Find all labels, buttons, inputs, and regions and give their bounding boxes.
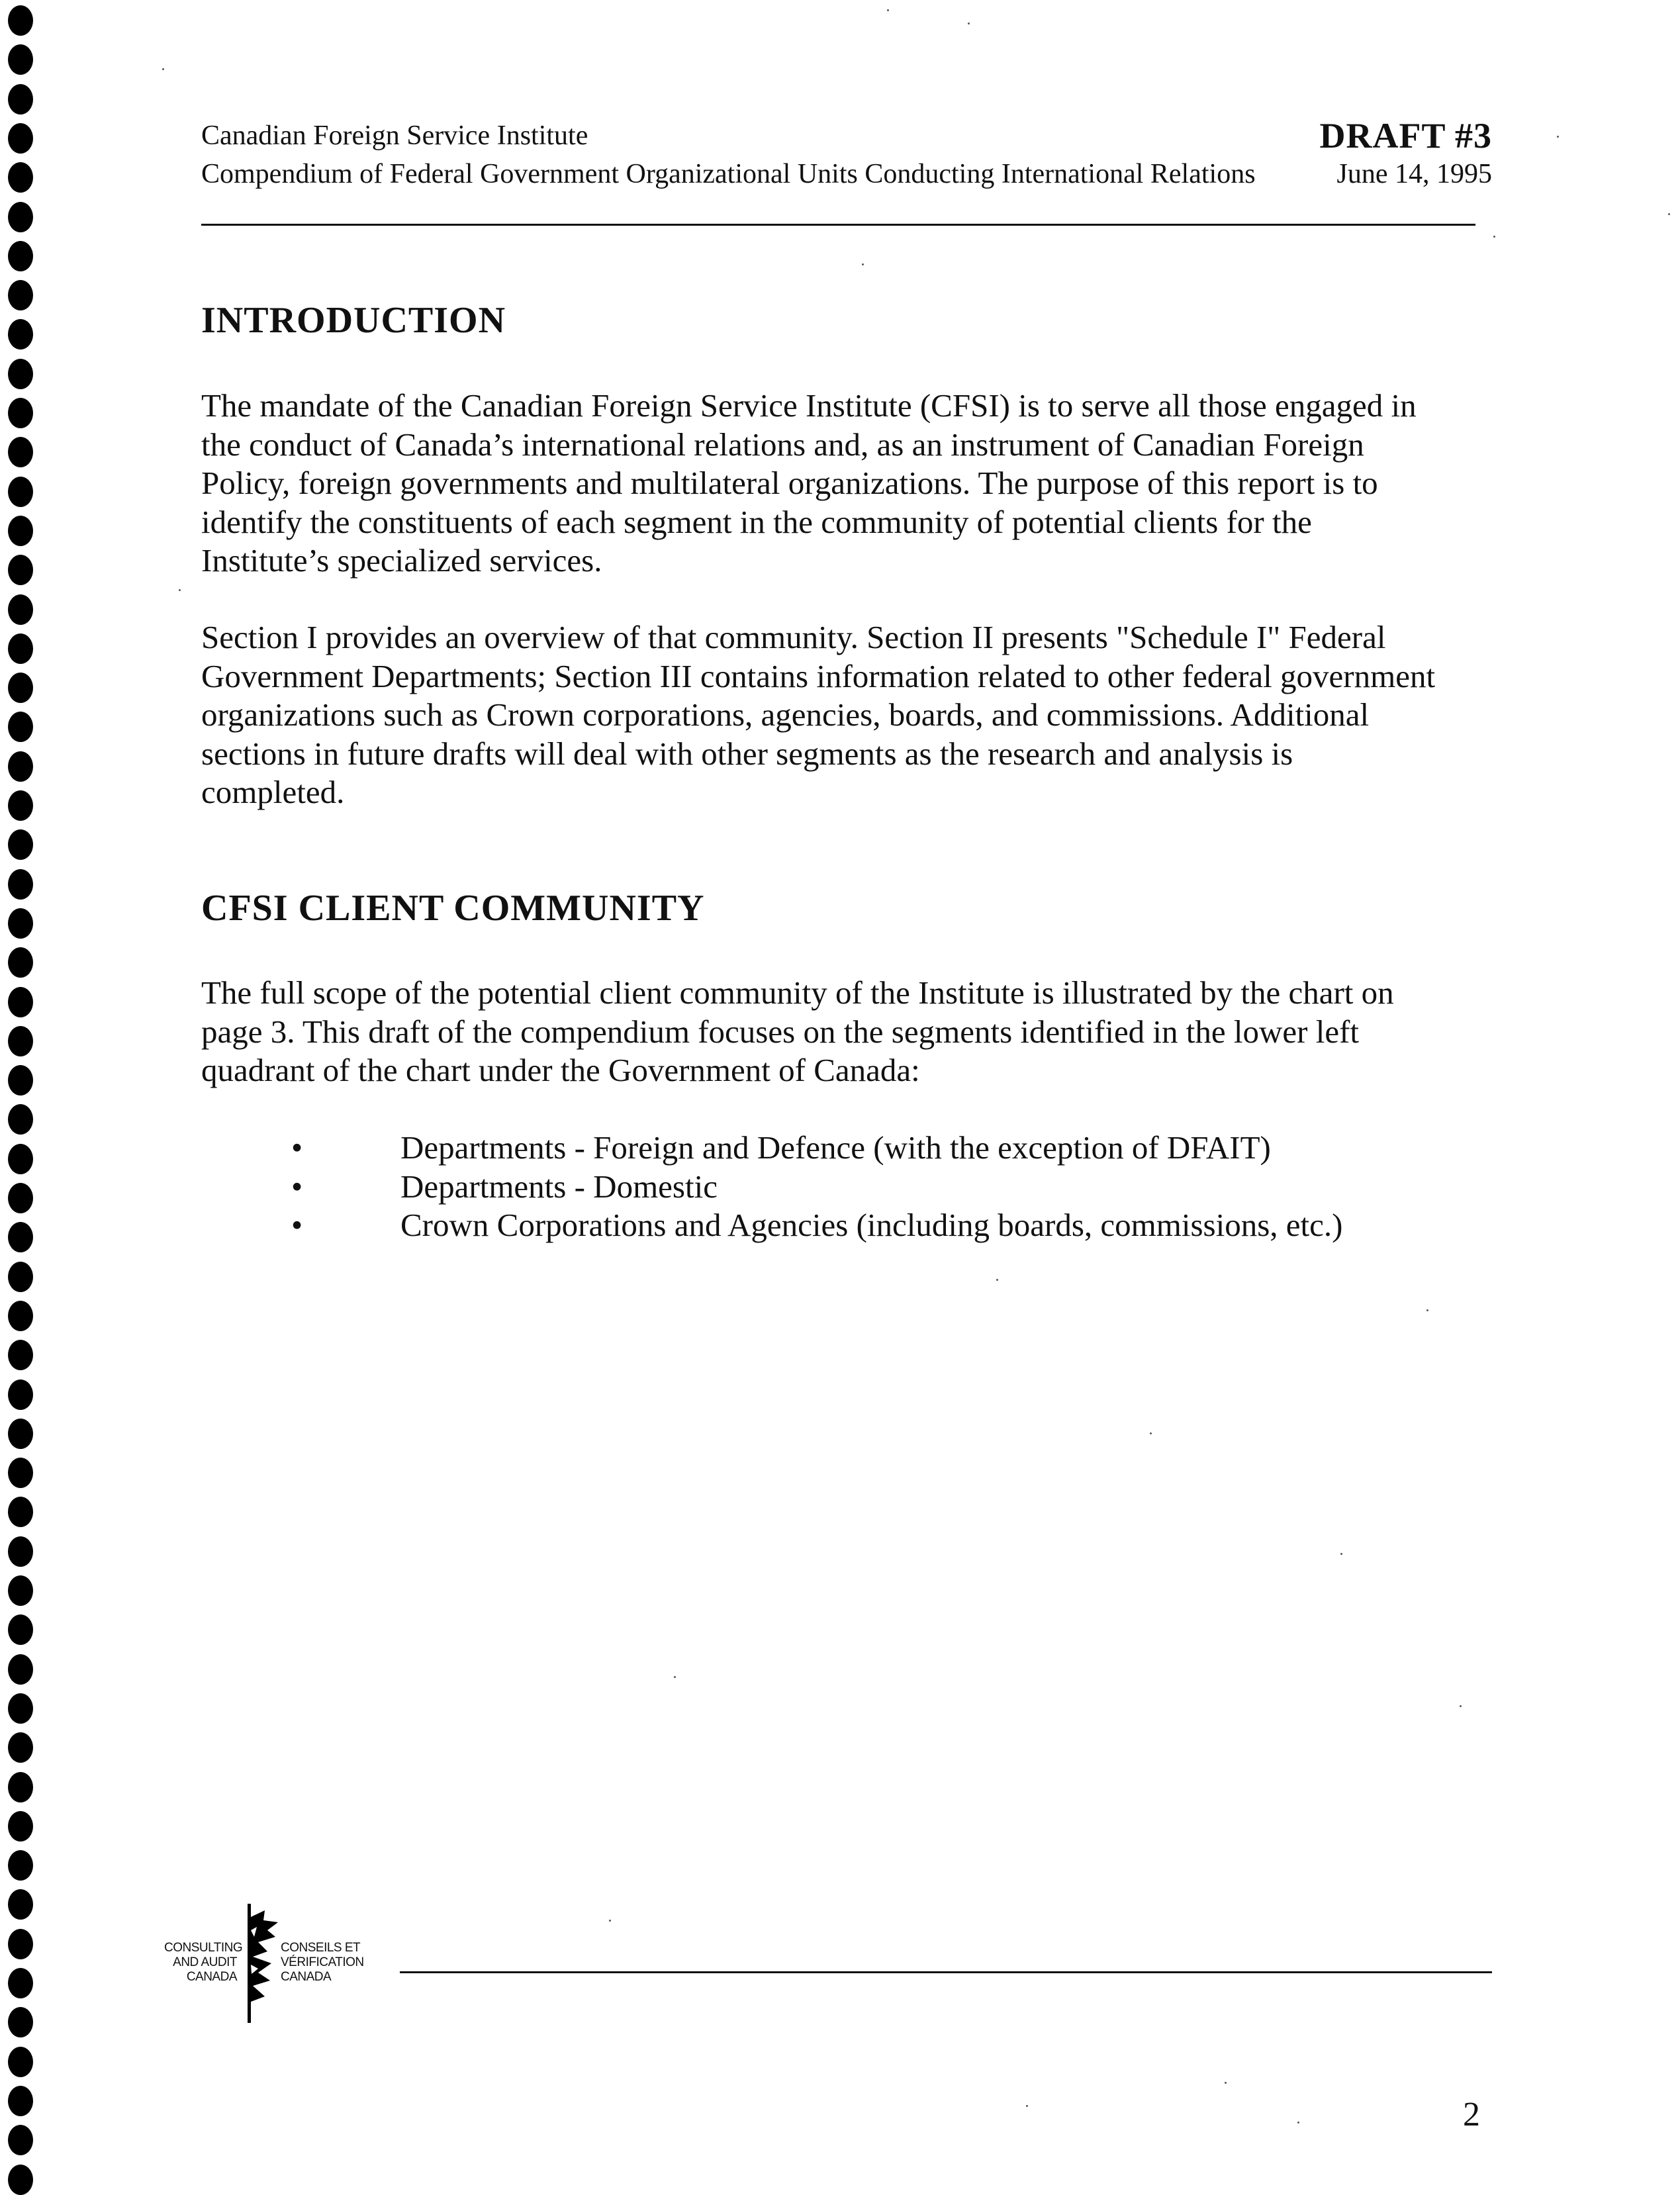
binding-hole (8, 241, 33, 271)
binding-hole (8, 1654, 33, 1685)
binding-hole (8, 751, 33, 782)
logo-french-text: CONSEILS ET VÉRIFICATION CANADA (281, 1941, 364, 1984)
binding-hole (8, 1850, 33, 1881)
binding-hole (8, 1379, 33, 1410)
text-line: page 3. This draft of the compendium focuses on the segments identified in the lower left (201, 1013, 1360, 1050)
logo-english-text: CONSULTING AND AUDIT CANADA (164, 1941, 243, 1984)
maple-leaf-icon (238, 1891, 285, 2023)
binding-hole (8, 633, 33, 664)
text-line: the conduct of Canada’s international relations and, as an instrument of Canadian Foreign (201, 426, 1364, 463)
binding-hole (8, 947, 33, 978)
binding-hole (8, 319, 33, 350)
binding-hole (8, 398, 33, 428)
scan-speck (1460, 1705, 1462, 1707)
binding-hole (8, 1575, 33, 1606)
binding-hole (8, 1262, 33, 1292)
binding-hole (8, 2007, 33, 2037)
binding-hole (8, 477, 33, 507)
text-line: identify the constituents of each segment in the community of potential clients for the (201, 503, 1312, 540)
binding-hole (8, 5, 33, 36)
binding-hole (8, 1536, 33, 1567)
scan-speck (1340, 1553, 1342, 1555)
binding-hole (8, 1693, 33, 1724)
scan-speck (862, 263, 864, 265)
footer-divider (400, 1971, 1492, 1973)
binding-hole (8, 1929, 33, 1959)
bullet-icon: • (291, 1129, 303, 1166)
binding-hole (8, 516, 33, 546)
binding-hole (8, 162, 33, 193)
list-item (291, 1206, 1417, 1245)
binding-hole (8, 44, 33, 75)
header-right (1319, 117, 1492, 193)
scan-speck (968, 23, 970, 24)
scan-speck (1297, 2122, 1299, 2124)
binding-hole (8, 555, 33, 585)
binding-hole (8, 123, 33, 154)
scan-speck (179, 589, 181, 591)
binding-hole (8, 712, 33, 742)
binding-hole (8, 1811, 33, 1842)
binding-hole (8, 359, 33, 389)
binding-hole (8, 1889, 33, 1920)
binding-hole (8, 2165, 33, 2195)
binding-hole (8, 2086, 33, 2116)
binding-hole (8, 1104, 33, 1135)
binding-hole (8, 869, 33, 900)
binding-hole (8, 829, 33, 860)
binding-hole (8, 437, 33, 467)
draft-date: June 14, 1995 (1336, 159, 1492, 189)
scan-speck (1426, 1309, 1428, 1311)
scan-speck (887, 9, 889, 11)
binding-hole (8, 594, 33, 625)
binding-hole (8, 84, 33, 115)
scan-speck (1668, 213, 1670, 215)
institute-name: Canadian Foreign Service Institute (201, 120, 588, 151)
page-number: 2 (1463, 2096, 1480, 2133)
text-line: sections in future drafts will deal with other segments as the research and analysis is (201, 735, 1293, 772)
scan-speck (996, 1279, 998, 1281)
binding-hole (8, 1458, 33, 1488)
list-item (291, 1129, 1417, 1168)
introduction-paragraph-1 (201, 387, 1499, 581)
binding-hole (8, 1026, 33, 1056)
scan-speck (1150, 1432, 1152, 1434)
binding-hole (8, 908, 33, 939)
list-item-text: Departments - Domestic (400, 1168, 718, 1205)
list-item-text: Crown Corporations and Agencies (including boards, commissions, etc.) (400, 1207, 1343, 1244)
binding-hole (8, 202, 33, 232)
scan-speck (1493, 236, 1495, 238)
scan-speck (1026, 2105, 1028, 2107)
binding-hole (8, 1144, 33, 1174)
binding-hole (8, 1419, 33, 1449)
draft-label: DRAFT #3 (1319, 116, 1492, 156)
header-left (201, 117, 1256, 193)
binding-hole (8, 1222, 33, 1252)
text-line: Section I provides an overview of that community. Section II presents "Schedule I" Federal (201, 619, 1386, 655)
text-line: The full scope of the potential client community of the Institute is illustrated by the chart on (201, 974, 1394, 1011)
compendium-title: Compendium of Federal Government Organizational Units Conducting International Relations (201, 159, 1256, 189)
segment-bullet-list (291, 1129, 1417, 1245)
binding-hole (8, 1183, 33, 1213)
text-line: organizations such as Crown corporations, agencies, boards, and commissions. Additional (201, 696, 1370, 733)
binding-hole (8, 1614, 33, 1645)
binding-hole (8, 280, 33, 310)
text-line: Institute’s specialized services. (201, 542, 602, 579)
text-line: The mandate of the Canadian Foreign Service Institute (CFSI) is to serve all those engaged in (201, 387, 1417, 424)
list-item-text: Departments - Foreign and Defence (with the exception of DFAIT) (400, 1129, 1271, 1166)
binding-hole (8, 1065, 33, 1096)
scan-speck (674, 1676, 676, 1678)
binding-hole (8, 1732, 33, 1763)
scan-speck (609, 1920, 611, 1922)
list-item (291, 1168, 1417, 1207)
binding-hole (8, 1772, 33, 1802)
client-community-paragraph (201, 974, 1499, 1090)
scan-speck (1225, 2082, 1227, 2084)
binding-hole (8, 1340, 33, 1370)
binding-hole (8, 1968, 33, 1998)
binding-hole (8, 1497, 33, 1527)
introduction-heading: INTRODUCTION (201, 300, 506, 341)
header-divider (201, 224, 1475, 226)
binding-hole (8, 1301, 33, 1331)
client-community-heading: CFSI CLIENT COMMUNITY (201, 888, 705, 929)
binding-hole (8, 2125, 33, 2155)
scan-speck (162, 68, 164, 70)
binding-hole (8, 790, 33, 821)
binding-hole (8, 2047, 33, 2077)
consulting-audit-canada-logo (164, 1891, 376, 2023)
binding-hole (8, 987, 33, 1017)
binding-holes (8, 5, 41, 2190)
binding-hole (8, 673, 33, 703)
bullet-icon: • (291, 1207, 303, 1244)
text-line: quadrant of the chart under the Government of Canada: (201, 1052, 920, 1089)
text-line: Government Departments; Section III contains information related to other federal government (201, 657, 1436, 694)
introduction-paragraph-2 (201, 618, 1499, 812)
text-line: Policy, foreign governments and multilateral organizations. The purpose of this report is to (201, 465, 1378, 502)
bullet-icon: • (291, 1168, 303, 1205)
text-line: completed. (201, 774, 345, 811)
scan-speck (1557, 136, 1559, 138)
